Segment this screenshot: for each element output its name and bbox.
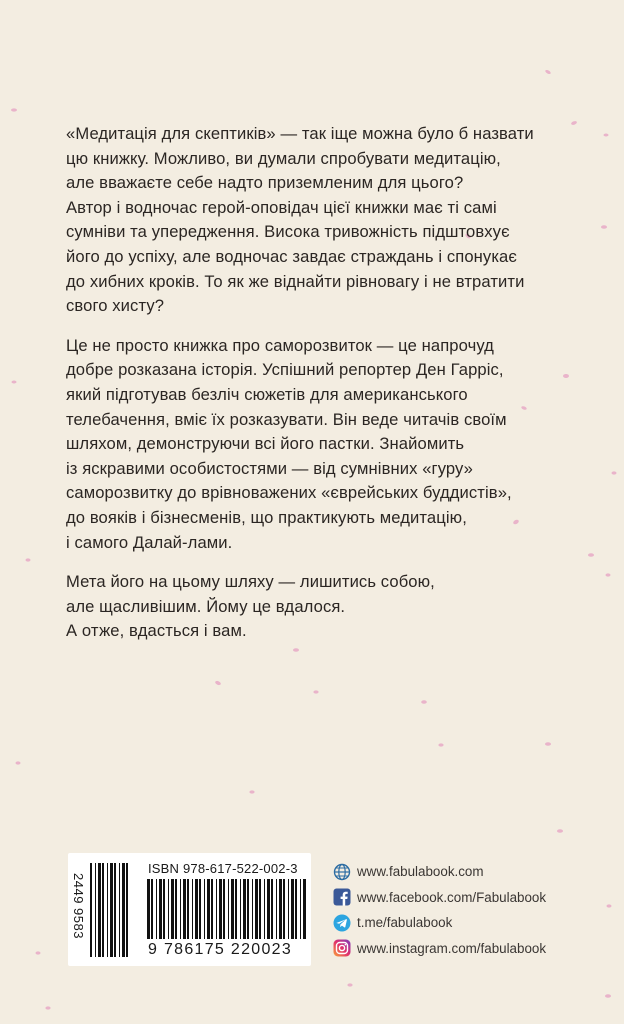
text-line: свого хисту?: [66, 296, 165, 316]
text-line: його до успіху, але водночас завдає страждань і спонукає: [66, 246, 517, 266]
paragraph-2: [66, 334, 576, 555]
text-line: до хибних кроків. То як же віднайти рівновагу і не втратити: [66, 271, 525, 291]
instagram-link-text: www.instagram.com/fabulabook: [357, 940, 547, 956]
text-line: Це не просто книжка про саморозвиток — це напрочуд: [66, 335, 494, 355]
paragraph-3: [66, 570, 576, 644]
text-line: до вояків і бізнесменів, що практикують медитацію,: [66, 507, 467, 527]
text-line: але вважаєте себе надто приземленим для цього?: [66, 173, 464, 193]
facebook-link-text: www.facebook.com/Fabulabook: [357, 889, 547, 905]
text-line: але щасливішим. Йому це вдалося.: [66, 596, 346, 616]
text-line: телебачення, вміє їх розказувати. Він веде читачів своїм: [66, 409, 507, 429]
facebook-link[interactable]: [333, 885, 603, 911]
telegram-icon: [333, 914, 351, 932]
text-line: сумніви та упередження. Висока тривожність підштовхує: [66, 222, 510, 242]
website-link-text: www.fabulabook.com: [357, 864, 484, 880]
paragraph-1: [66, 122, 576, 319]
text-line: добре розказана історія. Успішний репортер Ден Гарріс,: [66, 360, 504, 380]
text-line: саморозвитку до врівноважених «єврейських буддистів»,: [66, 483, 512, 503]
text-line: А отже, вдасться і вам.: [66, 621, 247, 641]
globe-icon: [333, 863, 351, 881]
website-link[interactable]: [333, 859, 603, 885]
isbn-label: ISBN 978-617-522-002-3: [148, 861, 298, 876]
text-line: із яскравими особистостями — від сумнівних «гуру»: [66, 458, 473, 478]
contact-links: [333, 859, 603, 961]
blurb-text: [66, 122, 576, 659]
instagram-link[interactable]: [333, 936, 603, 962]
text-line: шляхом, демонструючи всі його пастки. Знайомить: [66, 434, 465, 454]
text-line: «Медитація для скептиків» — так іще можна було б назвати: [66, 124, 534, 143]
text-line: цю книжку. Можливо, ви думали спробувати медитацію,: [66, 148, 501, 168]
instagram-icon: [333, 939, 351, 957]
telegram-link[interactable]: [333, 910, 603, 936]
text-line: Мета його на цьому шляху — лишитись собою,: [66, 572, 435, 592]
text-line: і самого Далай-лами.: [66, 532, 233, 552]
telegram-link-text: t.me/fabulabook: [357, 915, 453, 931]
facebook-icon: [333, 888, 351, 906]
barcode-digits: 9 786175 220023: [148, 941, 293, 958]
text-line: який підготував безліч сюжетів для американського: [66, 384, 468, 404]
barcode-side-digits: 2449 9583: [71, 873, 86, 939]
text-line: Автор і водночас герой-оповідач цієї книжки має ті самі: [66, 197, 497, 217]
isbn-barcode: [68, 853, 311, 966]
